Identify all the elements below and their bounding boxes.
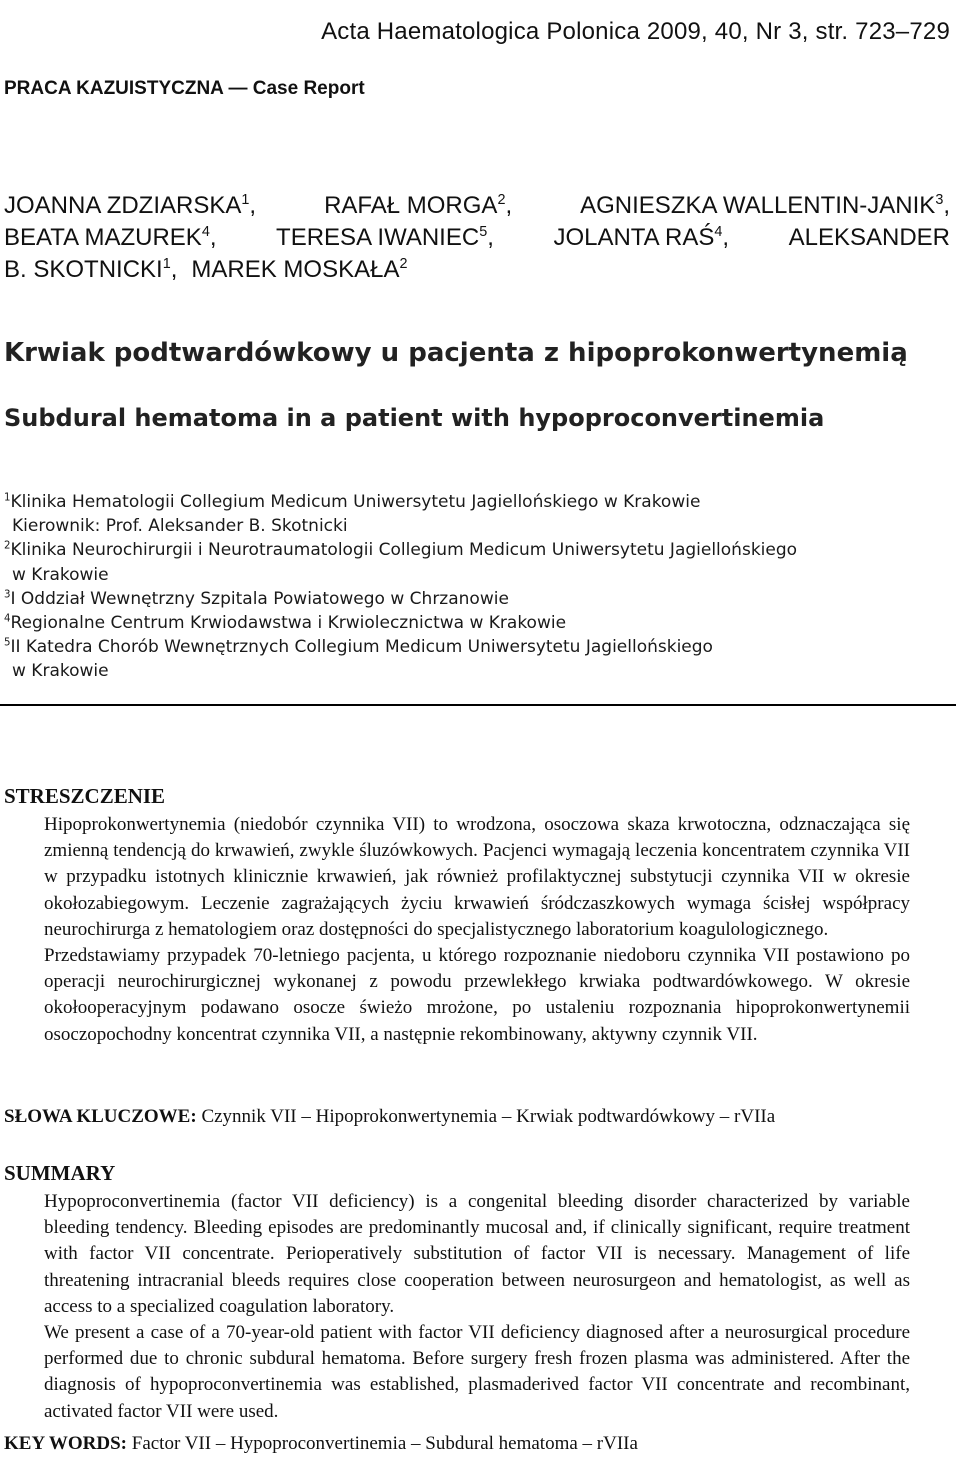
- streszczenie-body: [44, 812, 910, 1048]
- affiliation-continued: w Krakowie: [12, 661, 109, 682]
- author: JOLANTA RAŚ$^4$,: [553, 224, 730, 251]
- english-keywords-label: KEY WORDS:: [4, 1433, 127, 1454]
- affiliation: $^3$I Oddział Wewnętrzny Szpitala Powiatowego w Chrzanowie: [4, 588, 509, 609]
- polish-keywords: [4, 1106, 775, 1128]
- streszczenie-paragraph-2: Przedstawiamy przypadek 70-letniego pacjenta, u którego rozpoznanie niedoboru czynnika VII postawiono po operacji neurochirurgicznej wykonanej z powodu przewlekłego krwiaka podtwardówkowego. W okresie okołooperacyjnym podawano osocze świeżo mrożone, po ustaleniu rozpoznania hipoprokonwertynemii osoczopochodny koncentrat czynnika VII, a następnie rekombinowany, aktywny czynnik VII.: [44, 945, 910, 1045]
- author-line-2: [4, 222, 950, 254]
- title-polish: Krwiak podtwardówkowy u pacjenta z hipoprokonwertynemią: [4, 338, 908, 368]
- affiliation: $^5$II Katedra Chorób Wewnętrznych Collegium Medicum Uniwersytetu Jagiellońskiego: [4, 637, 713, 658]
- polish-keywords-label: SŁOWA KLUCZOWE:: [4, 1106, 197, 1127]
- affiliation: $^4$Regionalne Centrum Krwiodawstwa i Krwiolecznictwa w Krakowie: [4, 613, 567, 634]
- polish-keywords-text: Czynnik VII – Hipoprokonwertynemia – Krwiak podtwardówkowy – rVIIa: [201, 1106, 776, 1127]
- article-type: PRACA KAZUISTYCZNA — Case Report: [4, 78, 365, 99]
- affiliation-note: Kierownik: Prof. Aleksander B. Skotnicki: [12, 516, 348, 537]
- author: ALEKSANDER: [788, 224, 950, 251]
- author: AGNIESZKA WALLENTIN-JANIK$^3$,: [580, 192, 950, 219]
- summary-paragraph-2: We present a case of a 70-year-old patient with factor VII deficiency diagnosed after a neurosurgical procedure performed due to chronic subdural hematoma. Before surgery fresh frozen plasma was administered. After the diagnosis of hypoproconvertinemia was established, plasmaderived factor VII concentrate and recombinant, activated factor VII were used.: [44, 1322, 910, 1422]
- author-line-3: [4, 254, 950, 286]
- summary-paragraph-1: Hypoproconvertinemia (factor VII deficiency) is a congenital bleeding disorder characterized by variable bleeding tendency. Bleeding episodes are predominantly mucosal and, if clinically significant, require treatment with factor VII concentrate. Perioperatively substitution of factor VII is necessary. Management of life threatening intracranial bleeds requires close cooperation between neurosurgeon and hematologist, as well as access to a specialized coagulation laboratory.: [44, 1191, 910, 1317]
- author: MAREK MOSKAŁA$^2$: [191, 256, 408, 283]
- journal-citation: Acta Haematologica Polonica 2009, 40, Nr 3, str. 723–729: [321, 18, 950, 45]
- author-line-1: [4, 190, 950, 222]
- author-list: [4, 190, 950, 286]
- author: RAFAŁ MORGA$^2$,: [324, 192, 513, 219]
- section-divider: [0, 704, 956, 706]
- author: B. SKOTNICKI$^1$,: [4, 256, 178, 283]
- english-keywords: [4, 1433, 638, 1455]
- summary-body: [44, 1189, 910, 1425]
- streszczenie-heading: STRESZCZENIE: [4, 784, 166, 808]
- summary-heading: SUMMARY: [4, 1161, 116, 1185]
- author: TERESA IWANIEC$^5$,: [276, 224, 494, 251]
- english-keywords-text: Factor VII – Hypoproconvertinemia – Subdural hematoma – rVIIa: [131, 1433, 638, 1454]
- title-english: Subdural hematoma in a patient with hypoproconvertinemia: [4, 404, 825, 432]
- author: JOANNA ZDZIARSKA$^1$,: [4, 192, 257, 219]
- affiliations: [4, 490, 954, 684]
- streszczenie-paragraph-1: Hipoprokonwertynemia (niedobór czynnika VII) to wrodzona, osoczowa skaza krwotoczna, odznaczająca się zmienną tendencją do krwawień, zwykle śluzówkowych. Pacjenci wymagają leczenia koncentratem czynnika VII w przypadku istotnych klinicznie krwawień, jak również profilaktycznej substytucji czynnika VII w okresie okołozabiegowym. Leczenie zagrażających życiu krwawień śródczaszkowych wymaga ścisłej współpracy neurochirurga z hematologiem oraz dostępności do specjalistycznego laboratorium koagulologicznego.: [44, 814, 910, 940]
- affiliation-continued: w Krakowie: [12, 564, 109, 585]
- affiliation: $^1$Klinika Hematologii Collegium Medicum Uniwersytetu Jagiellońskiego w Krakowie: [4, 492, 701, 512]
- author: BEATA MAZUREK$^4$,: [4, 224, 217, 251]
- affiliation: $^2$Klinika Neurochirurgii i Neurotraumatologii Collegium Medicum Uniwersytetu Jagiellońskiego: [4, 540, 798, 561]
